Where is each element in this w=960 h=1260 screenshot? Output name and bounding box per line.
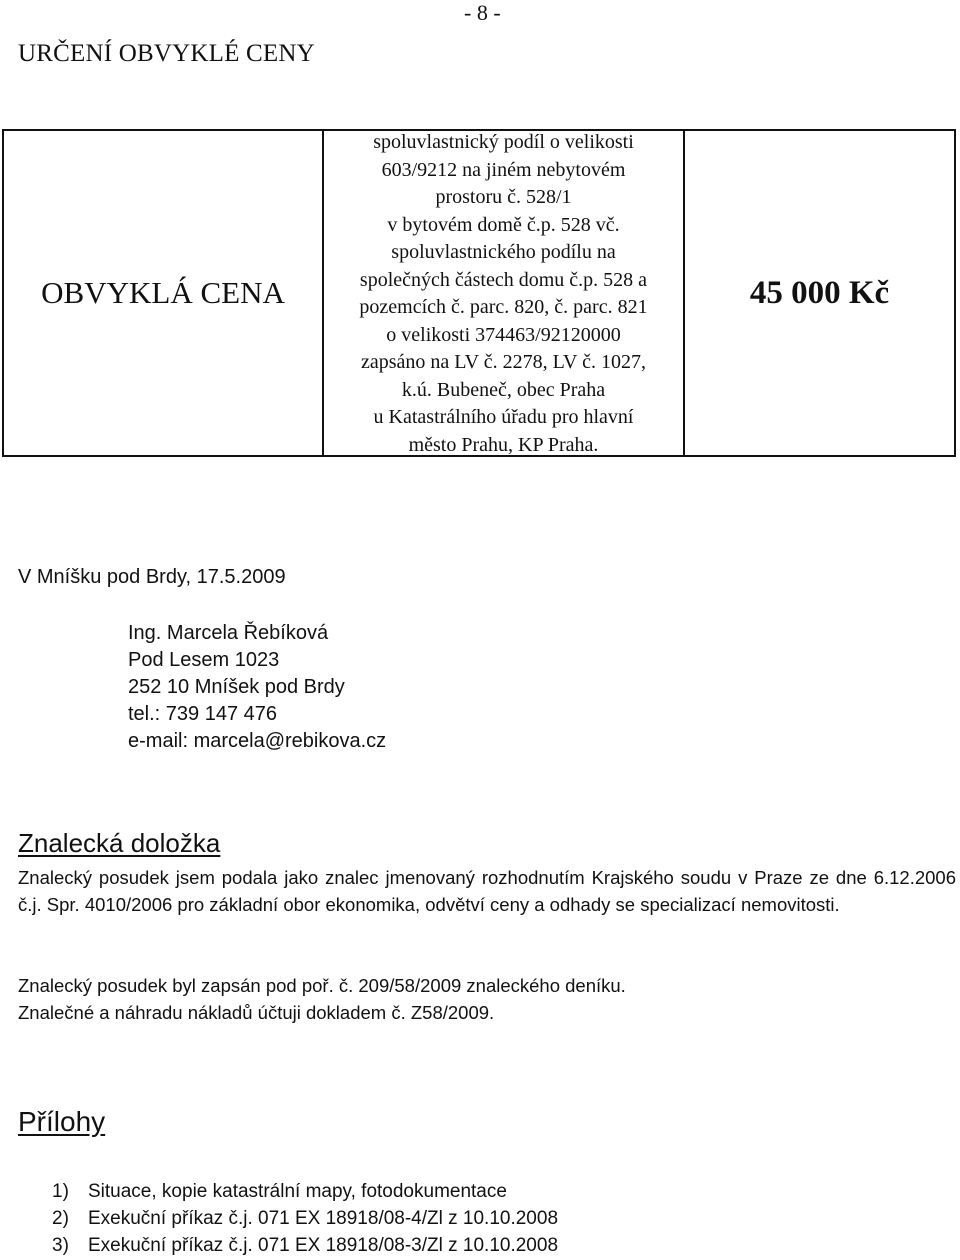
description-line: k.ú. Bubeneč, obec Praha [401,378,606,401]
description-line: prostoru č. 528/1 [435,186,572,208]
list-item-number: 1) [52,1181,69,1202]
description-line: spoluvlastnický podíl o velikosti [373,131,634,153]
description-line: spoluvlastnického podílu na [391,241,616,263]
list-item-text: Exekuční příkaz č.j. 071 EX 18918/08-4/Zl z 10.10.2008 [88,1208,559,1229]
author-phone: tel.: 739 147 476 [128,703,278,725]
list-item-text: Exekuční příkaz č.j. 071 EX 18918/08-3/Zl z 10.10.2008 [88,1235,559,1256]
section-title: URČENÍ OBVYKLÉ CENY [18,40,315,67]
author-city: 252 10 Mníšek pod Brdy [128,676,345,698]
list-item-number: 3) [52,1235,69,1256]
price-label: OBVYKLÁ CENA [4,131,324,455]
attachments-heading: Přílohy [18,1106,106,1137]
description-line: u Katastrálního úřadu pro hlavní [373,406,634,428]
list-item [52,1178,558,1205]
price-value: 45 000 Kč [749,274,890,311]
author-street: Pod Lesem 1023 [128,649,280,671]
description-line: 603/9212 na jiném nebytovém [381,158,626,181]
list-item-text: Situace, kopie katastrální mapy, fotodokumentace [88,1181,507,1202]
author-name: Ing. Marcela Řebíková [128,622,329,644]
list-item [52,1205,558,1232]
description-line: v bytovém domě č.p. 528 vč. [387,213,620,236]
page-number: - 8 - [464,0,501,25]
fee-note: Znalečné a náhradu nákladů účtuji dokladem č. Z58/2009. [18,1002,495,1023]
expert-clause-heading: Znalecká doložka [18,828,221,858]
list-item [52,1232,558,1259]
list-item-number: 2) [52,1208,69,1229]
description-line: město Prahu, KP Praha. [408,433,599,456]
description-line: o velikosti 374463/92120000 [386,323,621,346]
price-table [2,129,956,457]
expert-clause-paragraph: Znalecký posudek jsem podala jako znalec jmenovaný rozhodnutím Krajského soudu v Praze ze dne 6.12.2006 č.j. Spr. 4010/2006 pro základní obor ekonomika, odvětví ceny a odhady se specializací nemovitosti. [18,867,956,915]
author-email: e-mail: marcela@rebikova.cz [128,730,387,752]
registration-note: Znalecký posudek byl zapsán pod poř. č. 209/58/2009 znaleckého deníku. [18,975,626,996]
place-date: V Mníšku pod Brdy, 17.5.2009 [18,566,286,588]
author-address [128,620,386,755]
property-description [324,131,685,455]
description-line: zapsáno na LV č. 2278, LV č. 1027, [361,351,646,373]
attachments-list [52,1178,558,1259]
description-line: společných částech domu č.p. 528 a [359,268,648,291]
description-line: pozemcích č. parc. 820, č. parc. 821 [359,296,648,318]
